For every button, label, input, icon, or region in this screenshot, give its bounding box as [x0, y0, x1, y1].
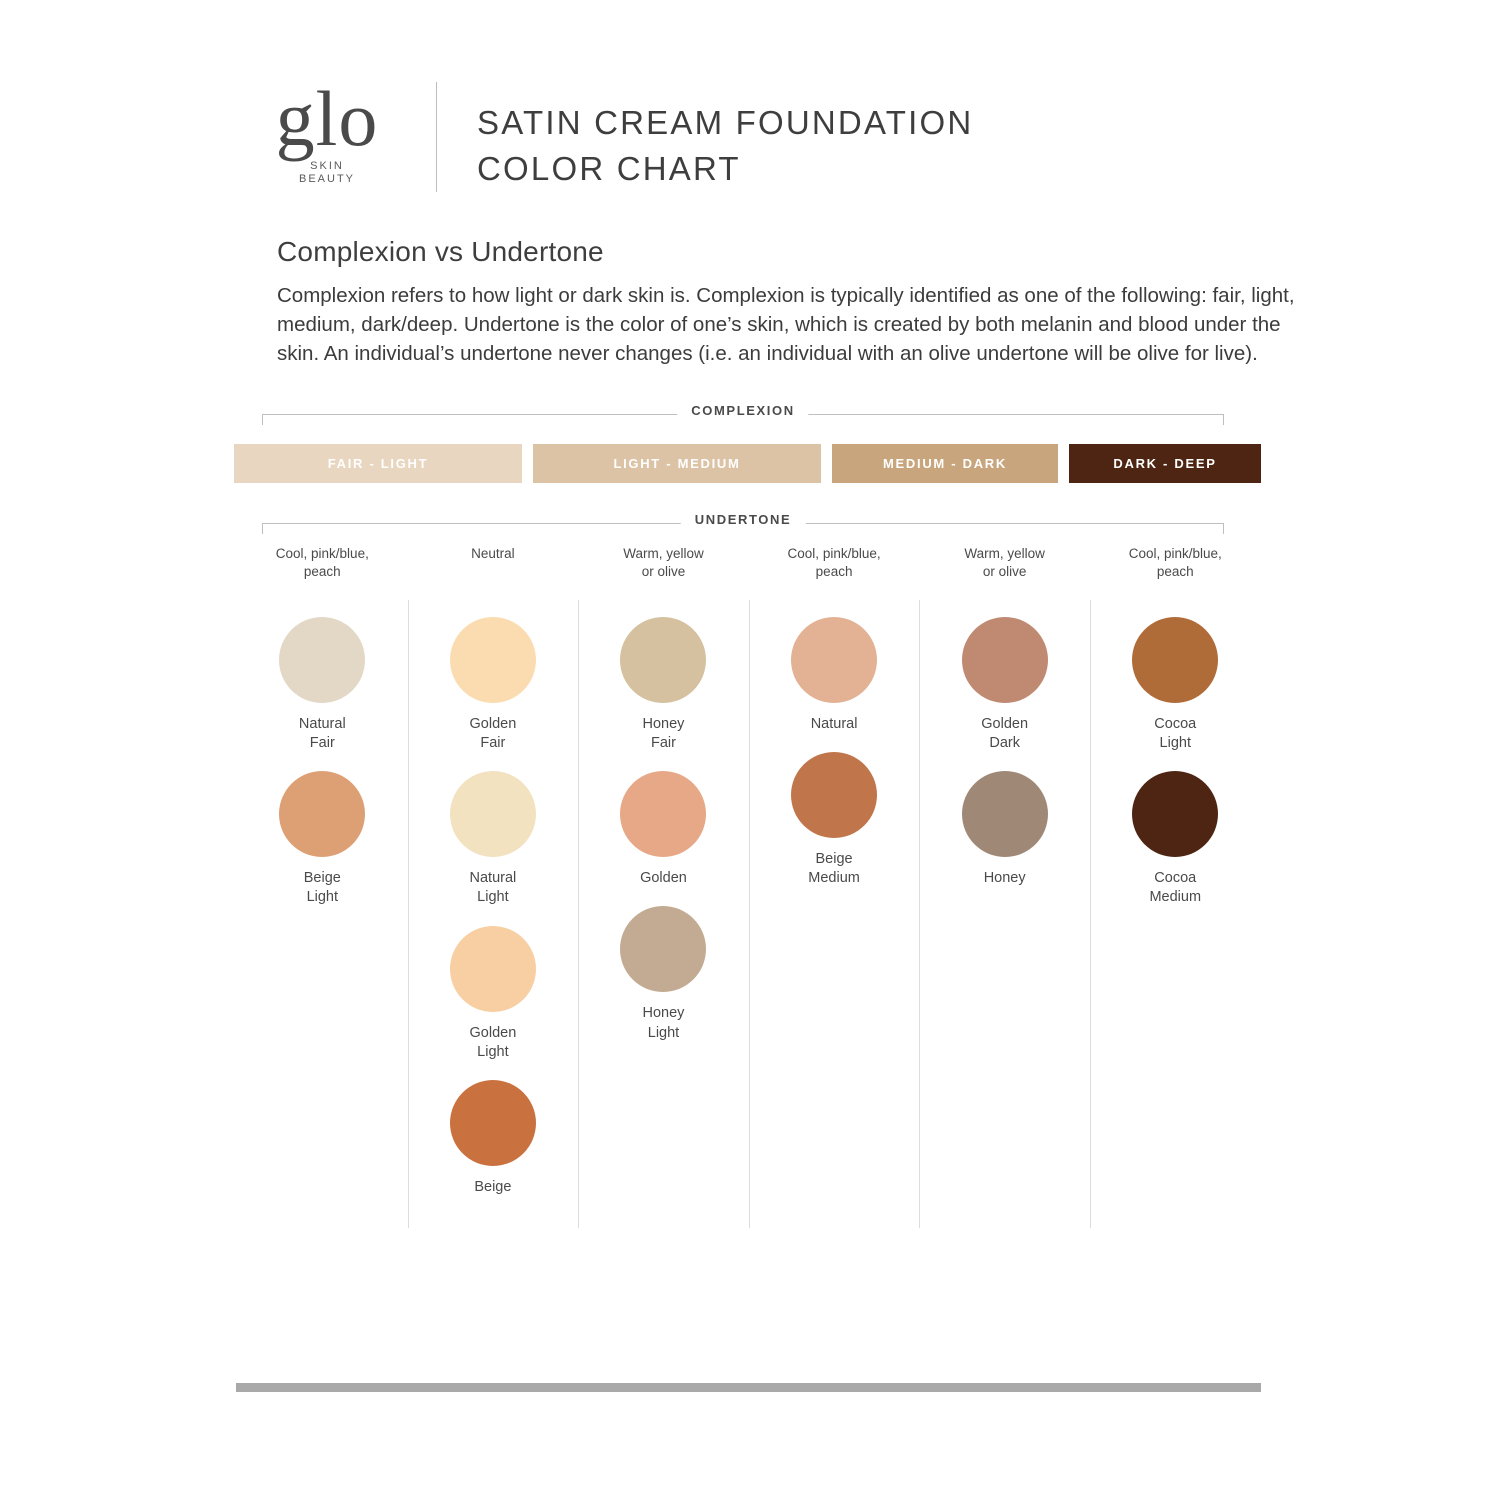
shade-color-dot — [450, 771, 536, 857]
shade-name: Cocoa Light — [1154, 716, 1197, 752]
shade-swatch[interactable] — [408, 926, 579, 1062]
shade-swatch[interactable] — [578, 771, 749, 888]
undertone-label: Warm, yellow or olive — [623, 546, 704, 579]
shade-name: Cocoa Medium — [1149, 870, 1202, 906]
page-header — [252, 75, 974, 192]
undertone-column — [408, 545, 579, 1215]
undertone-bracket — [262, 512, 1224, 534]
column-divider — [578, 600, 579, 1228]
shade-swatch[interactable] — [408, 1080, 579, 1197]
shade-name: Beige Light — [303, 870, 341, 906]
complexion-band — [1069, 444, 1261, 483]
complexion-band — [533, 444, 821, 483]
undertone-column — [578, 545, 749, 1215]
shade-name: Golden Dark — [981, 716, 1029, 752]
column-divider — [749, 600, 750, 1228]
brand-logo — [252, 75, 402, 186]
shade-color-dot — [450, 1080, 536, 1166]
column-divider — [1090, 600, 1091, 1228]
shade-name: Golden Fair — [469, 716, 517, 752]
header-titles — [477, 78, 973, 191]
complexion-bracket-label: COMPLEXION — [677, 403, 808, 418]
logo-subtext-beauty: BEAUTY — [298, 173, 355, 186]
intro-heading: Complexion vs Undertone — [277, 236, 604, 267]
shade-color-dot — [620, 771, 706, 857]
shade-color-dot — [620, 906, 706, 992]
shade-swatch[interactable] — [408, 771, 579, 907]
footer-divider — [236, 1383, 1261, 1392]
shade-name: Golden — [640, 870, 687, 887]
shade-color-dot — [1132, 771, 1218, 857]
swatch-list — [408, 617, 579, 1215]
undertone-column — [237, 545, 408, 1215]
shade-swatch[interactable] — [749, 617, 920, 734]
complexion-band-label: FAIR - LIGHT — [327, 456, 429, 471]
shade-name: Golden Light — [469, 1024, 517, 1060]
shade-grid — [237, 545, 1261, 1215]
undertone-column — [919, 545, 1090, 1215]
undertone-label: Cool, pink/blue, peach — [275, 546, 369, 579]
column-divider — [919, 600, 920, 1228]
bracket-tick-left — [262, 523, 263, 534]
page-title-line-1: SATIN CREAM FOUNDATION — [477, 104, 974, 141]
header-divider — [436, 82, 437, 192]
undertone-label: Neutral — [471, 546, 515, 561]
undertone-bracket-label: UNDERTONE — [681, 512, 806, 527]
swatch-list — [1090, 617, 1261, 926]
undertone-label: Cool, pink/blue, peach — [787, 546, 881, 579]
complexion-band-label: MEDIUM - DARK — [883, 456, 1007, 471]
shade-color-dot — [450, 926, 536, 1012]
shade-swatch[interactable] — [408, 617, 579, 753]
column-divider — [408, 600, 409, 1228]
logo-wordmark: glo — [275, 75, 379, 162]
shade-name: Honey Light — [642, 1005, 685, 1041]
swatch-list — [578, 617, 749, 1061]
shade-color-dot — [791, 617, 877, 703]
shade-color-dot — [620, 617, 706, 703]
shade-swatch[interactable] — [1090, 771, 1261, 907]
shade-swatch[interactable] — [919, 617, 1090, 753]
shade-color-dot — [791, 752, 877, 838]
page-title-line-2: COLOR CHART — [477, 149, 741, 187]
shade-name: Natural — [810, 716, 858, 732]
swatch-list — [237, 617, 408, 926]
shade-name: Beige Medium — [808, 851, 860, 887]
complexion-band-label: DARK - DEEP — [1113, 456, 1217, 471]
shade-color-dot — [962, 771, 1048, 857]
shade-swatch[interactable] — [1090, 617, 1261, 753]
shade-color-dot — [279, 617, 365, 703]
swatch-list — [749, 617, 920, 906]
intro-body: Complexion refers to how light or dark skin is. Complexion is typically identified as one of the following: fair, light, medium, dark/deep. Undertone is the color of one’s skin, which is created by both melanin and blood under the skin. An individual’s undertone never changes (i.e. an individual with an olive undertone will be olive for live). — [277, 284, 1295, 365]
shade-color-dot — [1132, 617, 1218, 703]
shade-swatch[interactable] — [237, 771, 408, 907]
complexion-band — [234, 444, 522, 483]
bracket-tick-right — [1223, 523, 1224, 534]
complexion-band-label: LIGHT - MEDIUM — [613, 456, 741, 471]
shade-swatch[interactable] — [578, 617, 749, 753]
shade-name: Natural Fair — [298, 716, 346, 752]
shade-name: Beige — [474, 1178, 512, 1195]
undertone-column — [749, 545, 920, 1215]
shade-name: Honey Fair — [642, 716, 685, 752]
shade-swatch[interactable] — [749, 752, 920, 888]
undertone-label: Warm, yellow or olive — [964, 546, 1045, 579]
shade-color-dot — [279, 771, 365, 857]
shade-name: Natural Light — [469, 870, 517, 906]
shade-swatch[interactable] — [919, 771, 1090, 888]
bracket-tick-right — [1223, 414, 1224, 425]
shade-color-dot — [962, 617, 1048, 703]
intro-section — [277, 236, 1302, 369]
complexion-band — [832, 444, 1058, 483]
logo-subtext-skin: SKIN — [310, 160, 344, 173]
shade-swatch[interactable] — [578, 906, 749, 1042]
shade-name: Honey — [983, 870, 1026, 887]
undertone-column — [1090, 545, 1261, 1215]
complexion-band-row — [234, 444, 1262, 483]
shade-color-dot — [450, 617, 536, 703]
complexion-bracket — [262, 403, 1224, 425]
swatch-list — [919, 617, 1090, 906]
shade-swatch[interactable] — [237, 617, 408, 753]
bracket-tick-left — [262, 414, 263, 425]
undertone-label: Cool, pink/blue, peach — [1128, 546, 1222, 579]
